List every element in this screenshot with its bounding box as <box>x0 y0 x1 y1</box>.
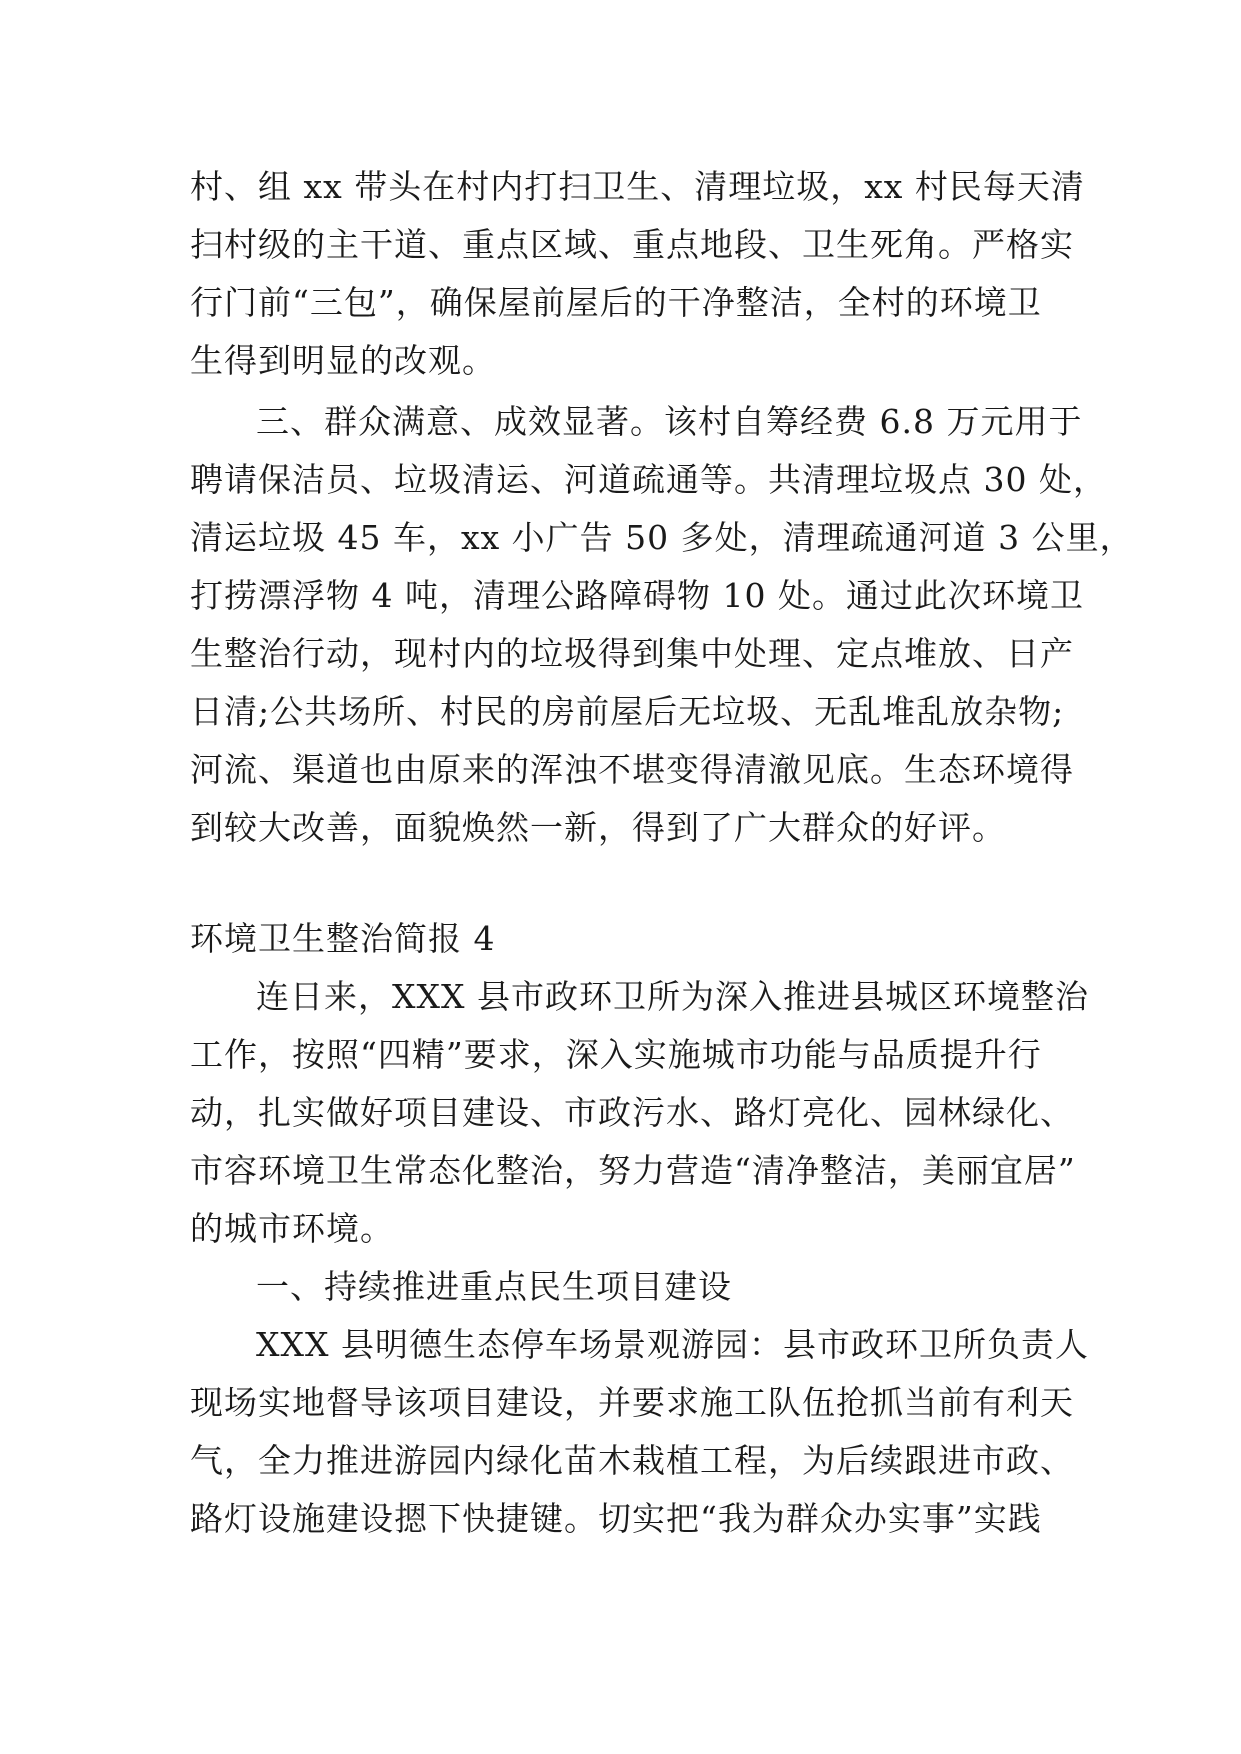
text-line: 到较大改善，面貌焕然一新，得到了广大群众的好评。 <box>190 808 1006 847</box>
text-line: 生整治行动，现村内的垃圾得到集中处理、定点堆放、日产 <box>190 634 1074 673</box>
paragraph-intro <box>190 968 1089 1258</box>
section-title: 一、持续推进重点民生项目建设 <box>256 1267 732 1306</box>
text-line: 日清;公共场所、村民的房前屋后无垃圾、无乱堆乱放杂物; <box>190 692 1065 731</box>
paragraph-results <box>190 393 1134 857</box>
text-line: 三、群众满意、成效显著。该村自筹经费 6.8 万元用于 <box>256 402 1083 441</box>
text-line: 清运垃圾 45 车，xx 小广告 50 多处，清理疏通河道 3 公里， <box>190 518 1134 557</box>
text-line: 的城市环境。 <box>190 1209 394 1248</box>
text-line: XXX 县明德生态停车场景观游园：县市政环卫所负责人 <box>256 1325 1089 1364</box>
text-line: 生得到明显的改观。 <box>190 341 496 380</box>
text-line: 村、组 xx 带头在村内打扫卫生、清理垃圾，xx 村民每天清 <box>190 167 1085 206</box>
text-line: 动，扎实做好项目建设、市政污水、路灯亮化、园林绿化、 <box>190 1093 1074 1132</box>
text-line: 工作，按照“四精”要求，深入实施城市功能与品质提升行 <box>190 1035 1042 1074</box>
text-line: 现场实地督导该项目建设，并要求施工队伍抢抓当前有利天 <box>190 1383 1074 1422</box>
text-line: 扫村级的主干道、重点区域、重点地段、卫生死角。严格实 <box>190 225 1074 264</box>
section-heading-1 <box>190 1258 1055 1316</box>
paragraph-village-cleanup <box>190 158 1085 390</box>
text-line: 市容环境卫生常态化整治，努力营造“清净整洁，美丽宜居” <box>190 1151 1076 1190</box>
text-line: 气，全力推进游园内绿化苗木栽植工程，为后续跟进市政、 <box>190 1441 1074 1480</box>
text-line: 聘请保洁员、垃圾清运、河道疏通等。共清理垃圾点 30 处， <box>190 460 1107 499</box>
paragraph-project <box>190 1316 1089 1548</box>
text-line: 连日来，XXX 县市政环卫所为深入推进县城区环境整治 <box>256 977 1089 1016</box>
text-line: 打捞漂浮物 4 吨，清理公路障碍物 10 处。通过此次环境卫 <box>190 576 1084 615</box>
text-line: 河流、渠道也由原来的浑浊不堪变得清澈见底。生态环境得 <box>190 750 1074 789</box>
text-line: 行门前“三包”，确保屋前屋后的干净整洁，全村的环境卫 <box>190 283 1042 322</box>
text-line: 路灯设施建设摁下快捷键。切实把“我为群众办实事”实践 <box>190 1499 1042 1538</box>
report-heading: 环境卫生整治简报 4 <box>190 919 496 958</box>
